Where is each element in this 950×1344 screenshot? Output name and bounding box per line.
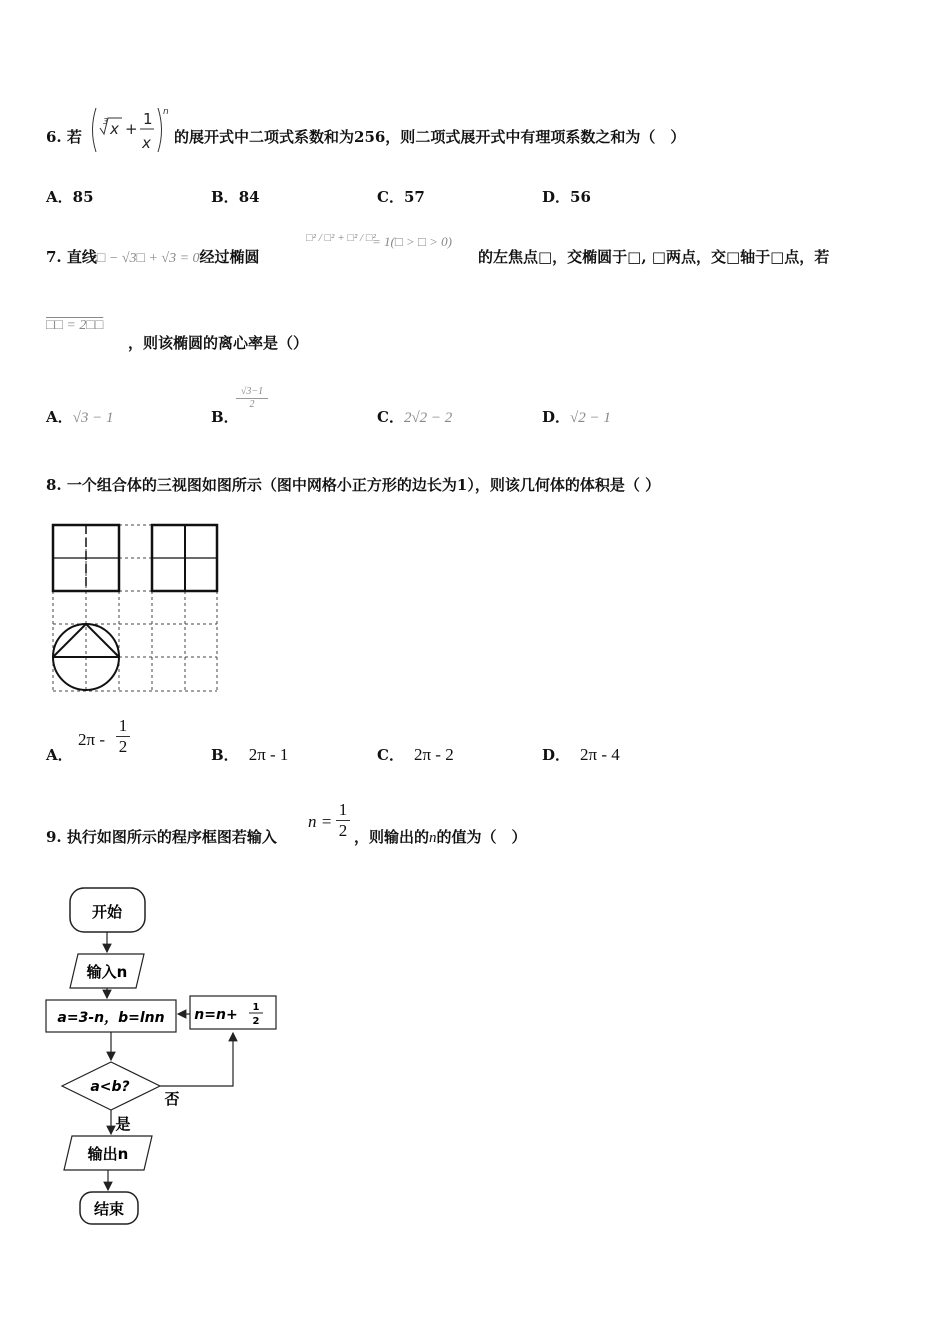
q6-option-c-label: C．	[377, 188, 404, 206]
q8-dashed-grid	[53, 525, 217, 691]
q6-option-c[interactable]	[377, 186, 425, 207]
q9-flowchart	[40, 880, 290, 1234]
q8-three-views-figure	[50, 522, 222, 698]
q6-right-paren	[158, 108, 162, 152]
q7-ellipse-eq-left: □² / □² + □² / □²	[306, 232, 376, 244]
flow-no-label: 否	[164, 1090, 180, 1108]
q8-text: 一个组合体的三视图如图所示（图中网格小正方形的边长为1），则该几何体的体积是（ ）	[66, 476, 661, 494]
q6-expression-svg	[88, 104, 172, 156]
q8-option-a-den: 2	[118, 736, 128, 756]
q6-option-b-value: 84	[238, 188, 260, 206]
q8-option-a-main: 2π -	[78, 730, 105, 749]
q6-prefix: 若	[66, 128, 82, 146]
q6-exp: n	[163, 107, 169, 117]
q7-line2: ，则该椭圆的离心率是（）	[128, 334, 309, 352]
q6-option-d[interactable]	[542, 186, 591, 207]
q9-stem	[46, 826, 277, 847]
q8-option-b-value: 2π - 1	[248, 745, 289, 764]
flow-yes-label: 是	[115, 1115, 131, 1133]
q8-option-b-label: B．	[211, 746, 239, 764]
q7-option-d-label: D．	[542, 408, 571, 426]
q9-suffix-b: 的值为（ ）	[436, 828, 527, 846]
q6-option-d-value: 56	[570, 188, 591, 206]
q9-flowchart-svg	[40, 880, 290, 1230]
q6-expression	[88, 104, 172, 156]
q8-option-d[interactable]	[542, 744, 620, 765]
q7-vector-eq	[46, 318, 103, 334]
q6-option-a-label: A．	[46, 188, 73, 206]
q8-stem	[46, 474, 660, 495]
q7-option-d-value: √2 − 1	[570, 410, 611, 426]
q7-option-a[interactable]	[46, 406, 114, 427]
q6-frac-num: 1	[143, 110, 153, 128]
flow-condition-label: a<b?	[90, 1079, 130, 1095]
q7-mid: 经过椭圆	[199, 248, 260, 266]
q9-suffix-a: ，则输出的	[354, 828, 430, 846]
q8-option-d-value: 2π - 4	[580, 745, 620, 764]
q7-suffix: 的左焦点□，交椭圆于□, □两点，交□轴于□点，若	[478, 248, 830, 266]
q7-option-b-num: √3−1	[236, 386, 268, 399]
q9-prefix: 执行如图所示的程序框图若输入	[66, 828, 277, 846]
q7-option-a-value: √3 − 1	[72, 410, 114, 426]
q7-number: 7.	[46, 248, 62, 266]
q7-option-b-label: B．	[211, 408, 239, 426]
flow-output-label: 输出n	[87, 1145, 129, 1163]
q8-option-c[interactable]	[377, 744, 454, 765]
q8-option-d-label: D．	[542, 746, 571, 764]
q8-grid-svg	[50, 522, 222, 694]
q6-number: 6.	[46, 128, 62, 146]
q7-option-b-den: 2	[249, 399, 255, 410]
flow-end-label: 结束	[93, 1200, 125, 1218]
q6-option-b[interactable]	[211, 186, 260, 207]
q9-suffix	[354, 826, 527, 847]
q6-option-c-value: 57	[403, 188, 425, 206]
q8-option-a-num: 1	[116, 716, 130, 737]
q8-option-a-label: A．	[46, 746, 73, 764]
q6-plus: +	[125, 120, 138, 138]
q7-ellipse-eq-right: = 1(□ > □ > 0)	[372, 234, 452, 249]
q7-option-c-label: C．	[377, 408, 404, 426]
q8-option-a[interactable]	[46, 744, 73, 765]
q9-n-var: n	[429, 830, 437, 846]
q6-option-d-label: D．	[542, 188, 571, 206]
flow-update-num: 1	[252, 1002, 260, 1013]
q6-left-paren	[93, 108, 97, 152]
flow-update-den: 2	[252, 1016, 260, 1027]
q6-root-index: 3	[103, 117, 109, 126]
q9-frac-num: 1	[336, 800, 350, 821]
q9-frac	[336, 800, 350, 840]
q6-var-x: x	[110, 120, 119, 138]
q8-side-view	[152, 525, 217, 591]
q7-option-c[interactable]	[377, 406, 452, 427]
q8-front-view	[53, 525, 119, 591]
flow-start-label: 开始	[91, 903, 123, 921]
flow-update-label: n=n+	[194, 1007, 238, 1023]
q9-number: 9.	[46, 828, 62, 846]
q8-option-c-label: C．	[377, 746, 404, 764]
q6-stem	[46, 126, 82, 147]
flow-assign-label: a=3-n，b=lnn	[57, 1010, 165, 1026]
q8-option-b[interactable]	[211, 744, 288, 765]
q7-option-b-frac	[236, 386, 268, 411]
q6-option-a[interactable]	[46, 186, 94, 207]
q9-n-eq: n =	[308, 812, 333, 831]
q6-frac-den: x	[142, 134, 151, 152]
q8-number: 8.	[46, 476, 62, 494]
q7-stem	[46, 246, 260, 267]
flow-arrow-no	[160, 1033, 233, 1086]
q6-text: 的展开式中二项式系数和为256，则二项式展开式中有理项系数之和为（ ）	[174, 128, 686, 146]
q7-option-c-value: 2√2 − 2	[403, 410, 453, 426]
q7-prefix: 直线	[66, 248, 97, 266]
flow-input-label: 输入n	[86, 963, 128, 981]
q7-line-eq: □ − √3□ + √3 = 0	[96, 251, 200, 266]
q8-option-a-frac	[116, 716, 130, 756]
q9-frac-den: 2	[338, 820, 348, 840]
q8-option-c-value: 2π - 2	[413, 745, 454, 764]
q7-option-a-label: A．	[46, 408, 73, 426]
q7-vector-eq-text: □□ = 2□□	[46, 318, 104, 333]
q6-option-a-value: 85	[72, 188, 94, 206]
q6-option-b-label: B．	[211, 188, 239, 206]
q7-option-b[interactable]	[211, 406, 239, 427]
q7-option-d[interactable]	[542, 406, 611, 427]
